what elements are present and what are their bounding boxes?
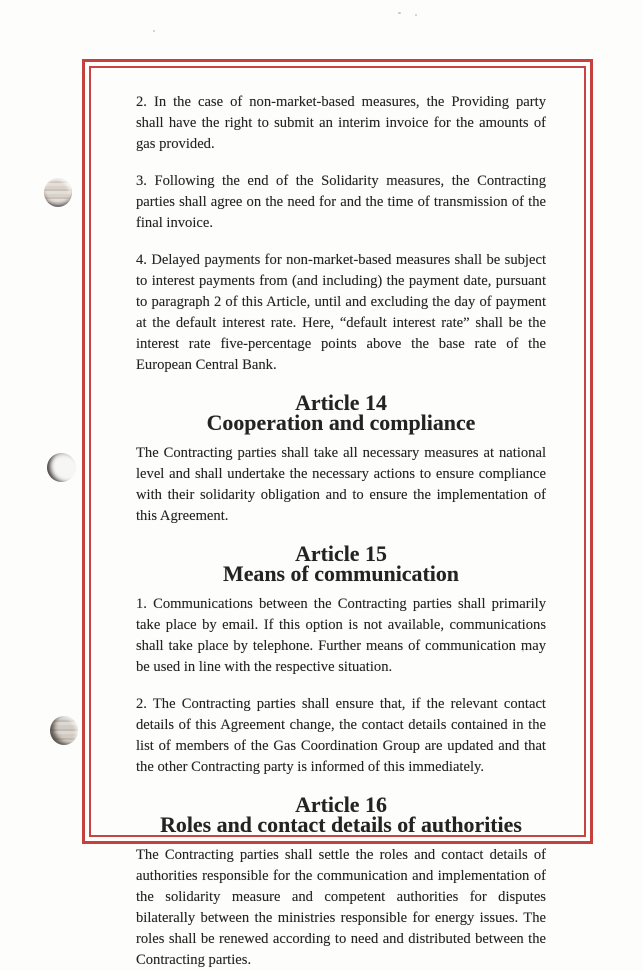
article-15-title: Means of communication [223, 561, 459, 586]
article-15-heading [136, 541, 546, 586]
article-16-heading [136, 792, 546, 837]
article-16-number: Article 16 [295, 792, 387, 817]
article-15-paragraph-2: 2. The Contracting parties shall ensure that, if the relevant contact details of this Agreement change, the contact details contained in the list of members of the Gas Coordination Group are updated and that the other Contracting party is informed of this immediately. [136, 696, 546, 775]
article-14-heading [136, 390, 546, 435]
article-14-number: Article 14 [295, 390, 387, 415]
article-14-title: Cooperation and compliance [206, 410, 476, 435]
red-double-border-frame [82, 59, 593, 968]
hole-punch-middle [47, 453, 76, 482]
article-15-paragraph-1: 1. Communications between the Contracting parties shall primarily take place by email. If this option is not available, communications shall take place by telephone. Further means of communication may be used in line with the respective situation. [136, 596, 546, 675]
article-15-number: Article 15 [295, 541, 387, 566]
paragraph-4-delayed-payments: 4. Delayed payments for non-market-based measures shall be subject to interest payments from (and including) the payment date, pursuant to paragraph 2 of this Article, until and excluding the day of payment at the default interest rate. Here, “default interest rate” shall be the interest rate five-percentage points above the base rate of the European Central Bank. [136, 252, 546, 373]
scan-speck [398, 12, 401, 14]
hole-punch-bottom [50, 716, 78, 745]
scan-speck [415, 14, 417, 16]
paragraph-2-invoice: 2. In the case of non-market-based measures, the Providing party shall have the right to submit an interim invoice for the amounts of gas provided. [136, 94, 546, 152]
article-16-title: Roles and contact details of authorities [160, 812, 522, 837]
article-14-paragraph: The Contracting parties shall take all necessary measures at national level and shall undertake the necessary actions to ensure compliance with their solidarity obligation and to ensure the implementation of this Agreement. [136, 445, 546, 524]
paragraph-3-final-invoice: 3. Following the end of the Solidarity measures, the Contracting parties shall agree on the need for and the time of transmission of the final invoice. [136, 173, 546, 231]
article-16-paragraph: The Contracting parties shall settle the roles and contact details of authorities responsible for the communication and implementation of the solidarity measure and competent authorities for disputes bilaterally between the ministries responsible for energy issues. The roles shall be renewed according to need and distributed between the Contracting parties. [136, 847, 546, 968]
page-content [94, 71, 581, 968]
scan-speck [153, 30, 155, 32]
hole-punch-top [44, 178, 72, 207]
